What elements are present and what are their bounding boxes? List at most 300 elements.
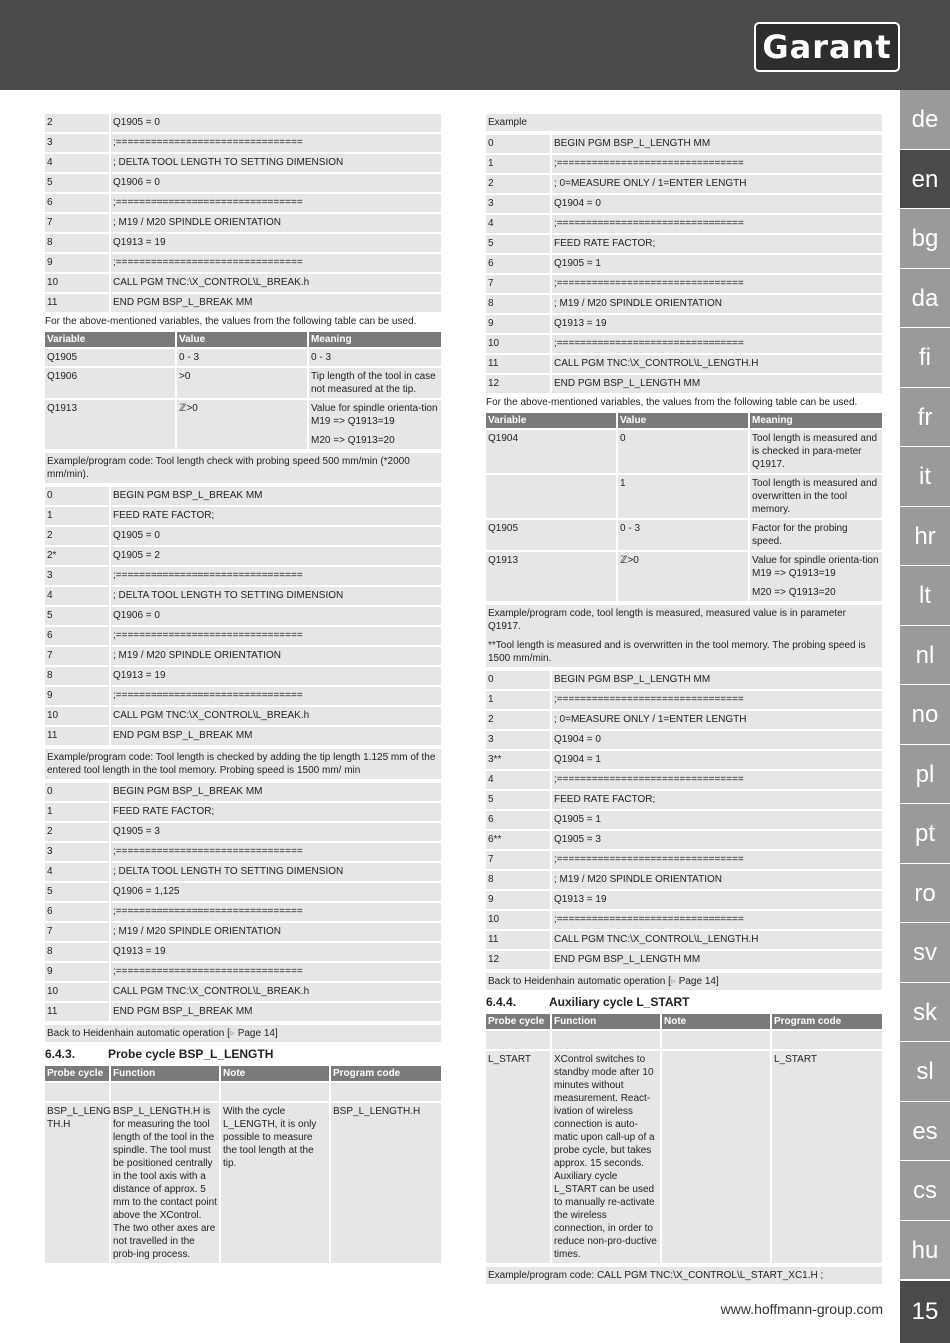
code-line bbox=[486, 135, 882, 153]
website-url[interactable]: www.hoffmann-group.com bbox=[720, 1301, 883, 1317]
code-table bbox=[45, 485, 441, 747]
line-code: BEGIN PGM BSP_L_LENGTH MM bbox=[552, 671, 882, 689]
line-number: 3 bbox=[486, 195, 552, 213]
line-number: 6 bbox=[45, 903, 111, 921]
code-line bbox=[486, 275, 882, 293]
code-table bbox=[45, 781, 441, 1023]
var-value: 0 - 3 bbox=[618, 520, 750, 550]
line-code: END PGM BSP_L_BREAK MM bbox=[111, 727, 441, 745]
line-code: Q1905 = 3 bbox=[111, 823, 441, 841]
line-code: CALL PGM TNC:\X_CONTROL\L_LENGTH.H bbox=[552, 931, 882, 949]
line-number: 9 bbox=[45, 687, 111, 705]
line-code: Q1906 = 0 bbox=[111, 174, 441, 192]
line-number: 7 bbox=[486, 275, 552, 293]
line-code: ; M19 / M20 SPINDLE ORIENTATION bbox=[552, 295, 882, 313]
code-line bbox=[486, 255, 882, 273]
line-number: 11 bbox=[45, 1003, 111, 1021]
col-header: Value bbox=[177, 332, 309, 347]
language-tab-hu[interactable]: hu bbox=[900, 1221, 950, 1281]
example-title bbox=[486, 605, 882, 667]
line-number: 3 bbox=[486, 731, 552, 749]
page-number: 15 bbox=[900, 1281, 950, 1343]
code-line bbox=[486, 315, 882, 333]
var-meaning-extra: M20 => Q1913=20 bbox=[752, 587, 836, 598]
page-ref-arrow-icon: ▹ bbox=[229, 1028, 235, 1039]
right-column bbox=[486, 112, 882, 1286]
language-tab-cs[interactable]: cs bbox=[900, 1161, 950, 1221]
line-number: 6** bbox=[486, 831, 552, 849]
line-number: 4 bbox=[486, 215, 552, 233]
code-line bbox=[45, 647, 441, 665]
line-number: 12 bbox=[486, 375, 552, 393]
code-line bbox=[486, 295, 882, 313]
code-line bbox=[45, 274, 441, 292]
back-link-page[interactable]: Page 14] bbox=[675, 976, 719, 987]
line-number: 12 bbox=[486, 951, 552, 969]
cycle-table bbox=[486, 1012, 882, 1265]
language-tab-sl[interactable]: sl bbox=[900, 1042, 950, 1102]
line-code: FEED RATE FACTOR; bbox=[552, 235, 882, 253]
line-number: 4 bbox=[45, 863, 111, 881]
line-number: 7 bbox=[45, 647, 111, 665]
line-code: ; M19 / M20 SPINDLE ORIENTATION bbox=[111, 923, 441, 941]
line-number: 10 bbox=[486, 335, 552, 353]
table-row bbox=[45, 1103, 441, 1263]
table-row bbox=[486, 1051, 882, 1263]
line-number: 2 bbox=[45, 527, 111, 545]
line-code: ;================================ bbox=[111, 843, 441, 861]
example-title: Example/program code: Tool length is checked by adding the tip length 1.125 mm of the entered tool length in the tool memory. Probing speed is 1500 mm/ min bbox=[45, 749, 441, 779]
language-tab-it[interactable]: it bbox=[900, 447, 950, 507]
cycle-function: BSP_L_LENGTH.H is for measuring the tool length of the tool in the spindle. The tool must be positioned centrally in the tool axis with a distance of approx. 5 mm to the contact point above the XControl. The two other axes are not travelled in the prob-ing process. bbox=[111, 1103, 221, 1263]
table-row bbox=[486, 1031, 882, 1049]
var-variable: Q1905 bbox=[486, 520, 618, 550]
table-row bbox=[486, 520, 882, 550]
line-number: 10 bbox=[45, 274, 111, 292]
code-line bbox=[486, 691, 882, 709]
line-code: CALL PGM TNC:\X_CONTROL\L_BREAK.h bbox=[111, 274, 441, 292]
col-header: Meaning bbox=[750, 413, 882, 428]
line-code: Q1905 = 1 bbox=[552, 811, 882, 829]
code-line bbox=[45, 667, 441, 685]
code-line bbox=[45, 134, 441, 152]
code-line bbox=[45, 547, 441, 565]
line-number: 5 bbox=[45, 883, 111, 901]
table-row bbox=[45, 1083, 441, 1101]
var-value: >0 bbox=[177, 368, 309, 398]
line-code: ;================================ bbox=[111, 963, 441, 981]
code-line bbox=[45, 783, 441, 801]
line-code: Q1904 = 1 bbox=[552, 751, 882, 769]
col-header: Function bbox=[552, 1014, 662, 1029]
line-number: 0 bbox=[45, 783, 111, 801]
variables-table bbox=[486, 411, 882, 603]
code-line bbox=[45, 587, 441, 605]
line-code: END PGM BSP_L_BREAK MM bbox=[111, 294, 441, 312]
code-line bbox=[45, 923, 441, 941]
line-number: 5 bbox=[45, 174, 111, 192]
line-number: 9 bbox=[45, 254, 111, 272]
var-meaning-cell bbox=[750, 475, 882, 518]
line-code: END PGM BSP_L_LENGTH MM bbox=[552, 951, 882, 969]
line-code: ;================================ bbox=[111, 254, 441, 272]
line-number: 3 bbox=[45, 843, 111, 861]
line-code: ; M19 / M20 SPINDLE ORIENTATION bbox=[111, 647, 441, 665]
vars-intro: For the above-mentioned variables, the values from the following table can be used. bbox=[486, 397, 858, 408]
code-line bbox=[486, 891, 882, 909]
var-meaning: Tool length is measured and is checked in para-meter Q1917. bbox=[752, 433, 878, 470]
line-code: ; DELTA TOOL LENGTH TO SETTING DIMENSION bbox=[111, 863, 441, 881]
line-number: 3 bbox=[45, 134, 111, 152]
var-meaning-cell bbox=[750, 430, 882, 473]
col-header: Program code bbox=[772, 1014, 882, 1029]
line-code: ;================================ bbox=[111, 903, 441, 921]
col-header: Value bbox=[618, 413, 750, 428]
line-code: Q1913 = 19 bbox=[552, 891, 882, 909]
code-line bbox=[45, 194, 441, 212]
code-line bbox=[486, 215, 882, 233]
cycle-function: XControl switches to standby mode after 10 minutes without measurement. React-ivation of wireless connection is auto-matic upon call-up of a probe cycle, but takes approx. 15 seconds. Auxiliary cycle L_START can be used to manually re-activate the wireless connection, in order to reduce non-pro-ductive times. bbox=[552, 1051, 662, 1263]
language-tab-no[interactable]: no bbox=[900, 685, 950, 745]
code-line bbox=[45, 883, 441, 901]
code-line bbox=[45, 527, 441, 545]
code-line bbox=[45, 174, 441, 192]
line-code: Q1913 = 19 bbox=[111, 667, 441, 685]
code-line bbox=[486, 355, 882, 373]
var-meaning: 0 - 3 bbox=[311, 352, 332, 363]
line-code: Q1905 = 2 bbox=[111, 547, 441, 565]
language-tab-da[interactable]: da bbox=[900, 269, 950, 329]
line-number: 9 bbox=[45, 963, 111, 981]
code-line bbox=[45, 234, 441, 252]
code-line bbox=[486, 871, 882, 889]
code-line bbox=[45, 294, 441, 312]
cycle-code: L_START bbox=[772, 1051, 882, 1263]
var-variable: Q1905 bbox=[45, 349, 177, 366]
line-code: Q1905 = 1 bbox=[552, 255, 882, 273]
code-line bbox=[45, 803, 441, 821]
back-link[interactable] bbox=[45, 1025, 441, 1042]
code-line bbox=[45, 507, 441, 525]
line-number: 1 bbox=[45, 507, 111, 525]
language-tab-bg[interactable]: bg bbox=[900, 209, 950, 269]
language-tab-nl[interactable]: nl bbox=[900, 626, 950, 686]
code-line bbox=[45, 1003, 441, 1021]
line-number: 6 bbox=[486, 255, 552, 273]
code-line bbox=[486, 671, 882, 689]
line-number: 4 bbox=[45, 587, 111, 605]
col-header: Variable bbox=[486, 413, 618, 428]
section-number: 6.4.4. bbox=[486, 995, 517, 1009]
var-meaning: Value for spindle orienta-tion M19 => Q1913=19 bbox=[752, 555, 879, 579]
line-number: 11 bbox=[45, 294, 111, 312]
line-code: ;================================ bbox=[552, 275, 882, 293]
col-header: Note bbox=[221, 1066, 331, 1081]
section-heading bbox=[45, 1048, 441, 1061]
line-number: 8 bbox=[45, 234, 111, 252]
line-code: Q1905 = 0 bbox=[111, 114, 441, 132]
example-title: Example/program code: Tool length check with probing speed 500 mm/min (*2000 mm/min). bbox=[45, 453, 441, 483]
section-number: 6.4.3. bbox=[45, 1047, 76, 1061]
line-code: END PGM BSP_L_LENGTH MM bbox=[552, 375, 882, 393]
line-code: Q1913 = 19 bbox=[111, 943, 441, 961]
var-meaning-cell bbox=[750, 520, 882, 550]
language-tab-fr[interactable]: fr bbox=[900, 388, 950, 448]
line-number: 7 bbox=[45, 923, 111, 941]
col-header: Probe cycle bbox=[486, 1014, 552, 1029]
line-code: CALL PGM TNC:\X_CONTROL\L_BREAK.h bbox=[111, 707, 441, 725]
line-number: 3** bbox=[486, 751, 552, 769]
language-sidebar bbox=[900, 90, 950, 1280]
cycle-note bbox=[662, 1051, 772, 1263]
code-line bbox=[486, 175, 882, 193]
line-number: 0 bbox=[45, 487, 111, 505]
code-line bbox=[45, 983, 441, 1001]
language-tab-pt[interactable]: pt bbox=[900, 804, 950, 864]
line-code: FEED RATE FACTOR; bbox=[111, 507, 441, 525]
line-code: FEED RATE FACTOR; bbox=[552, 791, 882, 809]
line-number: 2* bbox=[45, 547, 111, 565]
line-code: ; 0=MEASURE ONLY / 1=ENTER LENGTH bbox=[552, 175, 882, 193]
code-table bbox=[45, 112, 441, 314]
line-number: 8 bbox=[486, 295, 552, 313]
left-column bbox=[45, 112, 441, 1265]
var-variable bbox=[486, 475, 618, 518]
line-number: 1 bbox=[486, 155, 552, 173]
code-line bbox=[486, 911, 882, 929]
line-number: 8 bbox=[45, 943, 111, 961]
var-variable: Q1904 bbox=[486, 430, 618, 473]
line-code: Q1906 = 1,125 bbox=[111, 883, 441, 901]
code-line bbox=[45, 707, 441, 725]
language-tab-pl[interactable]: pl bbox=[900, 745, 950, 805]
line-number: 7 bbox=[486, 851, 552, 869]
line-number: 9 bbox=[486, 315, 552, 333]
line-number: 0 bbox=[486, 135, 552, 153]
var-meaning: Tip length of the tool in case not measured at the tip. bbox=[311, 371, 436, 395]
code-line bbox=[45, 863, 441, 881]
header-bar bbox=[0, 0, 950, 90]
col-header: Function bbox=[111, 1066, 221, 1081]
line-number: 5 bbox=[486, 791, 552, 809]
line-code: Q1913 = 19 bbox=[552, 315, 882, 333]
code-line bbox=[45, 214, 441, 232]
cycle-code: BSP_L_LENGTH.H bbox=[331, 1103, 441, 1263]
back-link-text[interactable]: Back to Heidenhain automatic operation [ bbox=[47, 1028, 230, 1039]
line-code: ;================================ bbox=[111, 194, 441, 212]
code-line bbox=[45, 727, 441, 745]
code-line bbox=[45, 943, 441, 961]
code-table bbox=[486, 133, 882, 395]
language-tab-en[interactable]: en bbox=[900, 150, 950, 210]
code-line bbox=[486, 155, 882, 173]
code-line bbox=[486, 831, 882, 849]
code-line bbox=[486, 731, 882, 749]
line-code: Q1913 = 19 bbox=[111, 234, 441, 252]
code-line bbox=[486, 851, 882, 869]
code-line bbox=[45, 607, 441, 625]
language-tab-es[interactable]: es bbox=[900, 1102, 950, 1162]
line-code: FEED RATE FACTOR; bbox=[111, 803, 441, 821]
var-value: 0 - 3 bbox=[177, 349, 309, 366]
line-number: 10 bbox=[45, 983, 111, 1001]
line-number: 1 bbox=[45, 803, 111, 821]
language-tab-fi[interactable]: fi bbox=[900, 328, 950, 388]
line-number: 11 bbox=[45, 727, 111, 745]
var-meaning-cell bbox=[309, 368, 441, 398]
code-line bbox=[486, 711, 882, 729]
line-code: ;================================ bbox=[552, 215, 882, 233]
language-tab-sk[interactable]: sk bbox=[900, 983, 950, 1043]
var-variable: Q1913 bbox=[486, 552, 618, 601]
line-number: 2 bbox=[486, 175, 552, 193]
line-code: ;================================ bbox=[111, 627, 441, 645]
back-link[interactable] bbox=[486, 973, 882, 990]
code-line bbox=[45, 687, 441, 705]
line-code: Q1905 = 0 bbox=[111, 527, 441, 545]
var-value: 1 bbox=[618, 475, 750, 518]
line-code: ;================================ bbox=[552, 691, 882, 709]
var-meaning-cell bbox=[309, 400, 441, 449]
line-number: 5 bbox=[486, 235, 552, 253]
var-variable: Q1906 bbox=[45, 368, 177, 398]
language-tab-lt[interactable]: lt bbox=[900, 566, 950, 626]
line-number: 2 bbox=[486, 711, 552, 729]
line-code: ;================================ bbox=[552, 771, 882, 789]
code-line bbox=[45, 963, 441, 981]
var-meaning: Factor for the probing speed. bbox=[752, 523, 848, 547]
line-code: ;================================ bbox=[552, 155, 882, 173]
line-code: ;================================ bbox=[111, 567, 441, 585]
var-value: 0 bbox=[618, 430, 750, 473]
example-label: Example bbox=[486, 114, 882, 131]
line-code: CALL PGM TNC:\X_CONTROL\L_LENGTH.H bbox=[552, 355, 882, 373]
line-number: 11 bbox=[486, 355, 552, 373]
back-link-page[interactable]: Page 14] bbox=[234, 1028, 278, 1039]
code-line bbox=[486, 791, 882, 809]
table-row bbox=[486, 552, 882, 601]
section-heading bbox=[486, 996, 882, 1009]
line-code: Q1905 = 3 bbox=[552, 831, 882, 849]
code-line bbox=[45, 843, 441, 861]
code-line bbox=[486, 335, 882, 353]
line-number: 4 bbox=[45, 154, 111, 172]
page-ref-arrow-icon: ▹ bbox=[670, 976, 676, 987]
line-number: 10 bbox=[45, 707, 111, 725]
line-code: BEGIN PGM BSP_L_BREAK MM bbox=[111, 783, 441, 801]
code-line bbox=[45, 823, 441, 841]
code-line bbox=[486, 195, 882, 213]
line-code: ;================================ bbox=[552, 335, 882, 353]
language-tab-hr[interactable]: hr bbox=[900, 507, 950, 567]
line-code: ; M19 / M20 SPINDLE ORIENTATION bbox=[111, 214, 441, 232]
line-number: 8 bbox=[45, 667, 111, 685]
cycle-table bbox=[45, 1064, 441, 1265]
code-line bbox=[486, 811, 882, 829]
language-tab-sv[interactable]: sv bbox=[900, 923, 950, 983]
var-variable: Q1913 bbox=[45, 400, 177, 449]
code-line bbox=[486, 931, 882, 949]
variables-table bbox=[45, 330, 441, 451]
line-code: ; 0=MEASURE ONLY / 1=ENTER LENGTH bbox=[552, 711, 882, 729]
line-number: 3 bbox=[45, 567, 111, 585]
cycle-probe: BSP_L_LENG TH.H bbox=[45, 1103, 111, 1263]
table-row bbox=[486, 475, 882, 518]
line-number: 2 bbox=[45, 823, 111, 841]
line-number: 2 bbox=[45, 114, 111, 132]
example-note: **Tool length is measured and is overwritten in the tool memory. The probing speed is 1500 mm/min. bbox=[488, 640, 866, 664]
code-line bbox=[45, 154, 441, 172]
line-code: ;================================ bbox=[552, 851, 882, 869]
code-table bbox=[486, 669, 882, 971]
line-code: Q1904 = 0 bbox=[552, 731, 882, 749]
col-header: Meaning bbox=[309, 332, 441, 347]
line-code: ;================================ bbox=[111, 687, 441, 705]
var-meaning-cell bbox=[750, 552, 882, 601]
line-number: 0 bbox=[486, 671, 552, 689]
line-number: 9 bbox=[486, 891, 552, 909]
code-line bbox=[45, 903, 441, 921]
table-row bbox=[45, 400, 441, 449]
example-code: Example/program code: CALL PGM TNC:\X_CONTROL\L_START_XC1.H ; bbox=[486, 1267, 882, 1284]
code-line bbox=[45, 114, 441, 132]
code-line bbox=[45, 487, 441, 505]
line-code: ; DELTA TOOL LENGTH TO SETTING DIMENSION bbox=[111, 154, 441, 172]
col-header: Program code bbox=[331, 1066, 441, 1081]
code-line bbox=[486, 375, 882, 393]
line-code: ; DELTA TOOL LENGTH TO SETTING DIMENSION bbox=[111, 587, 441, 605]
line-code: ;================================ bbox=[552, 911, 882, 929]
line-number: 11 bbox=[486, 931, 552, 949]
var-value: ℤ>0 bbox=[177, 400, 309, 449]
section-title: Probe cycle BSP_L_LENGTH bbox=[108, 1047, 274, 1061]
col-header: Probe cycle bbox=[45, 1066, 111, 1081]
back-link-text[interactable]: Back to Heidenhain automatic operation [ bbox=[488, 976, 671, 987]
code-line bbox=[486, 751, 882, 769]
code-line bbox=[486, 951, 882, 969]
col-header: Note bbox=[662, 1014, 772, 1029]
line-code: ; M19 / M20 SPINDLE ORIENTATION bbox=[552, 871, 882, 889]
var-meaning: Tool length is measured and overwritten in the tool memory. bbox=[752, 478, 878, 515]
code-line bbox=[45, 627, 441, 645]
language-tab-de[interactable]: de bbox=[900, 90, 950, 150]
code-line bbox=[45, 567, 441, 585]
table-row bbox=[45, 349, 441, 366]
line-number: 10 bbox=[486, 911, 552, 929]
line-number: 1 bbox=[486, 691, 552, 709]
line-number: 7 bbox=[45, 214, 111, 232]
language-tab-ro[interactable]: ro bbox=[900, 864, 950, 924]
var-meaning-extra: M20 => Q1913=20 bbox=[311, 435, 395, 446]
cycle-note: With the cycle L_LENGTH, it is only possible to measure the tool length at the tip. bbox=[221, 1103, 331, 1263]
line-number: 4 bbox=[486, 771, 552, 789]
var-meaning-cell bbox=[309, 349, 441, 366]
line-code: Q1906 = 0 bbox=[111, 607, 441, 625]
line-code: Q1904 = 0 bbox=[552, 195, 882, 213]
line-code: ;================================ bbox=[111, 134, 441, 152]
line-code: BEGIN PGM BSP_L_BREAK MM bbox=[111, 487, 441, 505]
table-row bbox=[486, 430, 882, 473]
code-line bbox=[486, 235, 882, 253]
line-number: 6 bbox=[45, 627, 111, 645]
var-meaning: Value for spindle orienta-tion M19 => Q1913=19 bbox=[311, 403, 438, 427]
line-code: CALL PGM TNC:\X_CONTROL\L_BREAK.h bbox=[111, 983, 441, 1001]
brand-logo: Garant bbox=[754, 22, 900, 72]
table-row bbox=[45, 368, 441, 398]
line-number: 5 bbox=[45, 607, 111, 625]
example-title-text: Example/program code, tool length is measured, measured value is in parameter Q1917. bbox=[488, 608, 846, 632]
section-title: Auxiliary cycle L_START bbox=[549, 995, 690, 1009]
